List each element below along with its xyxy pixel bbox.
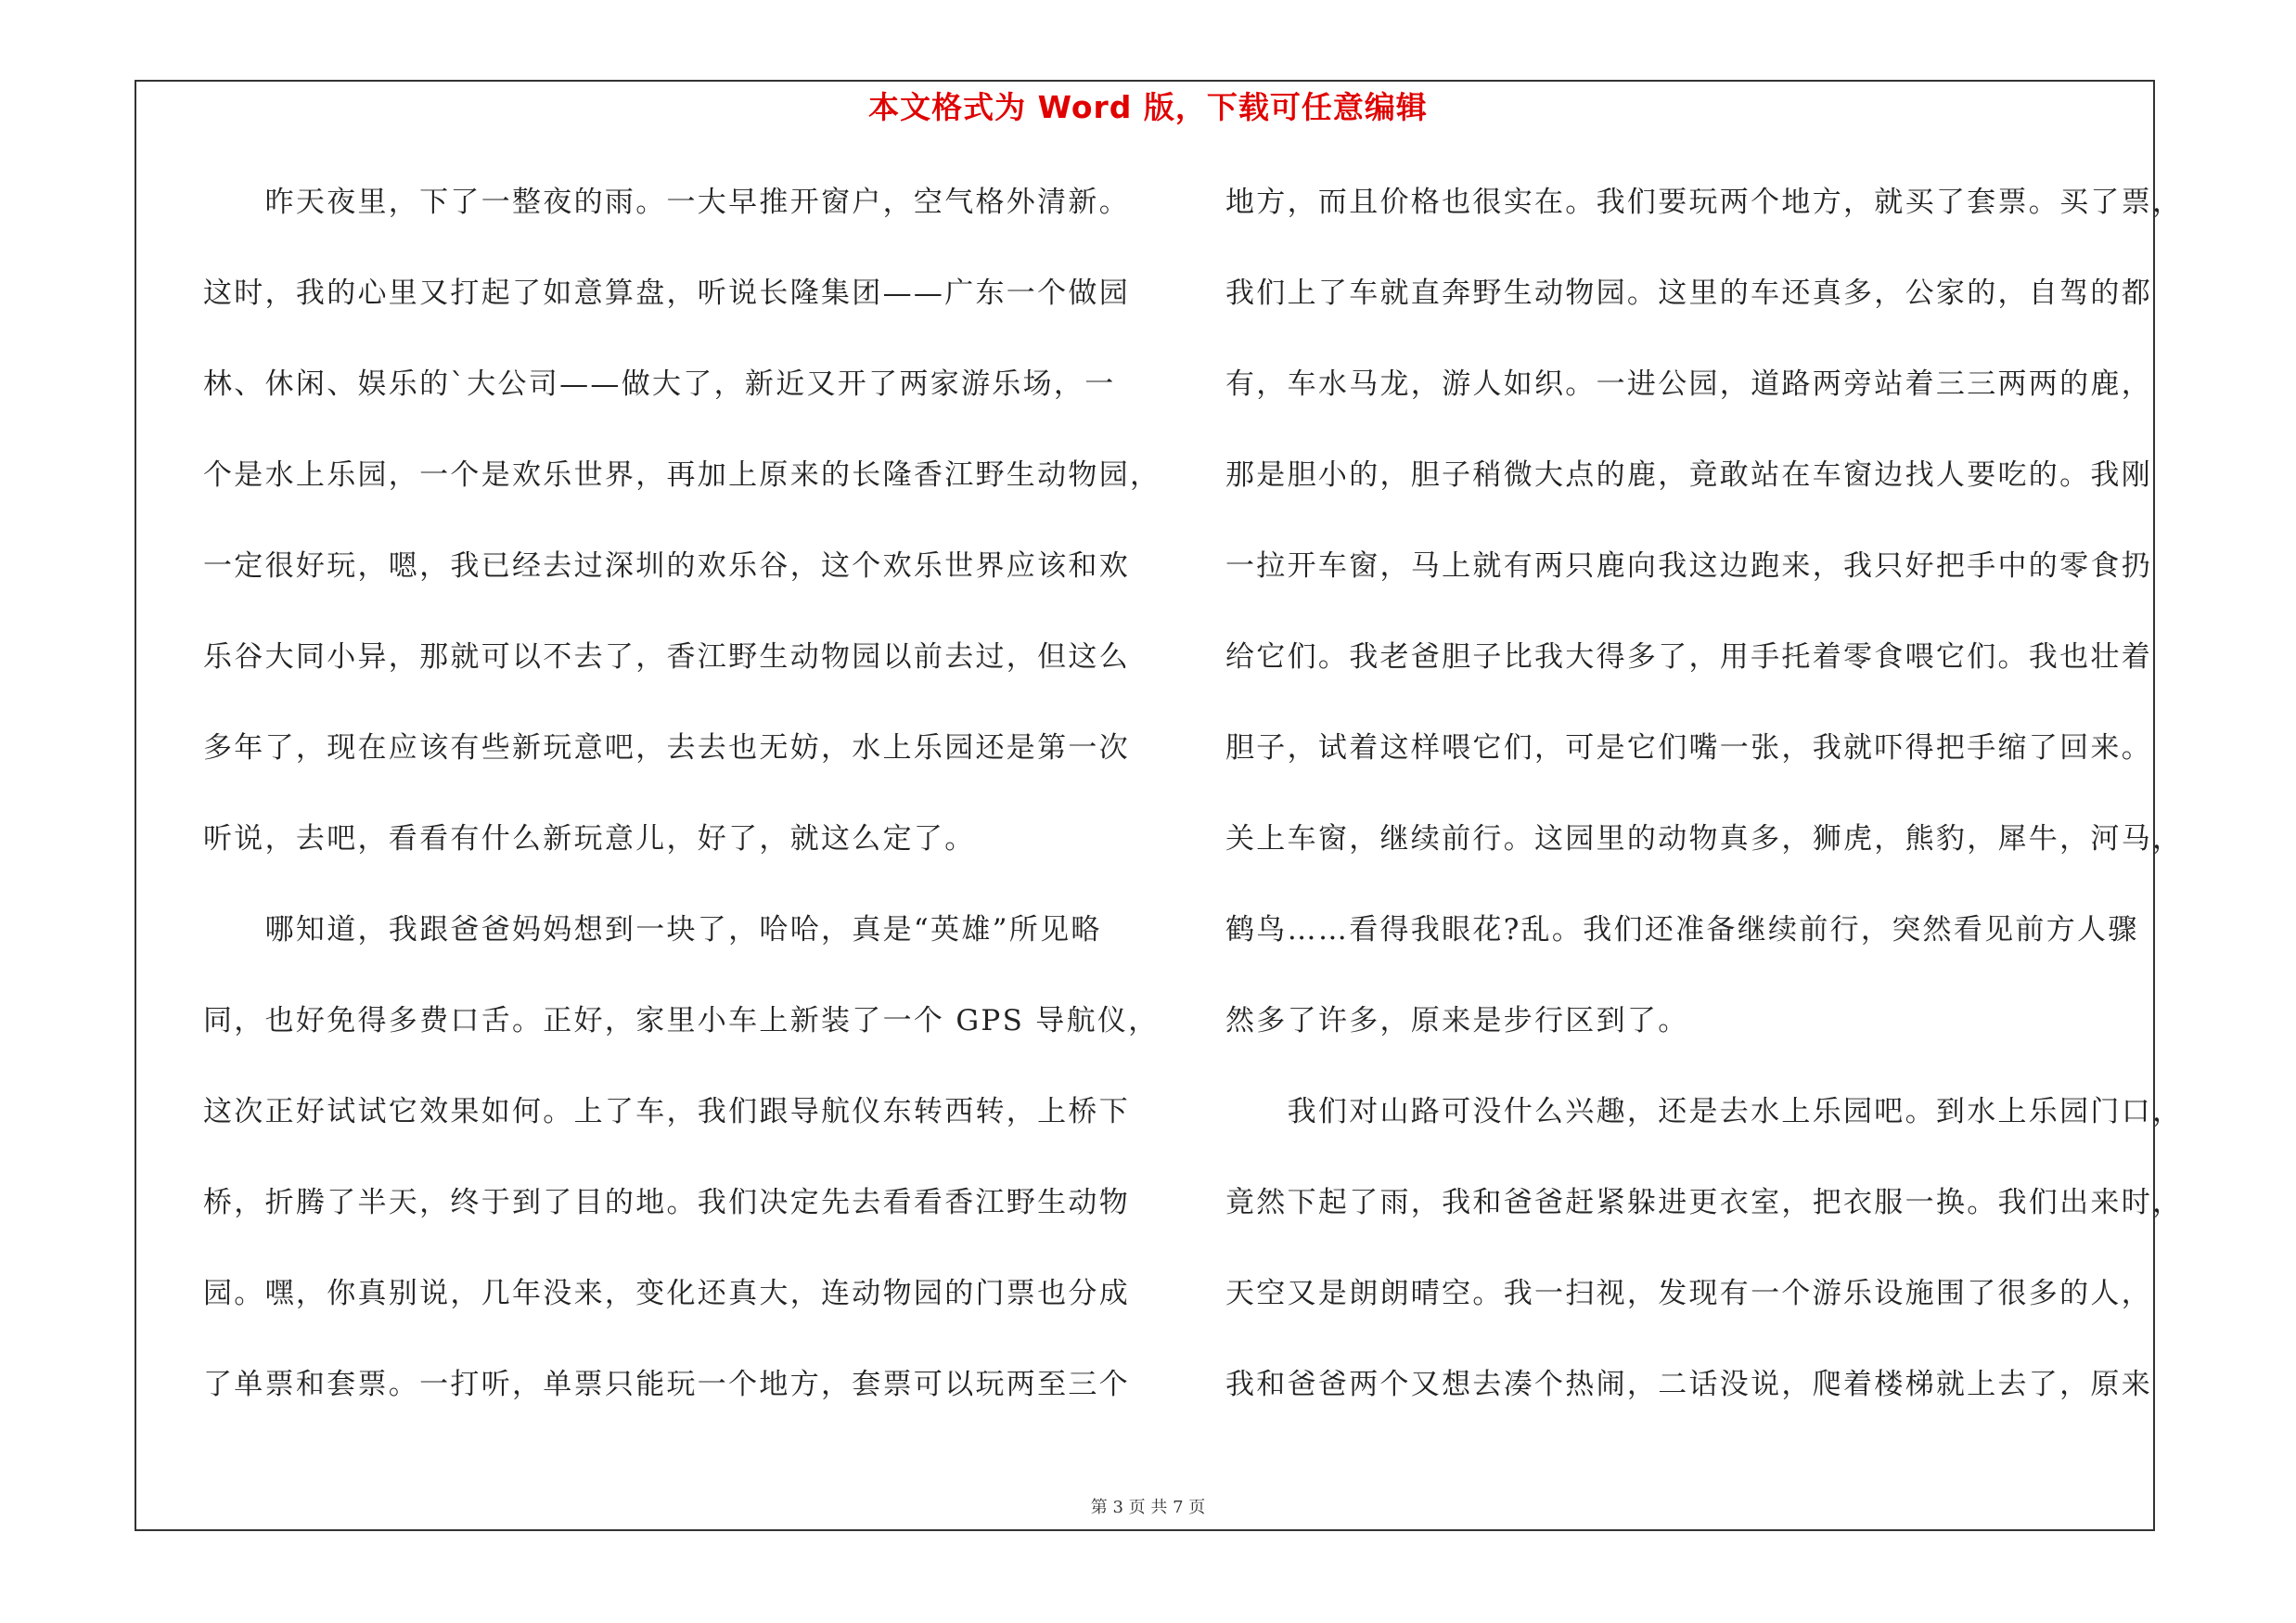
text-line: 桥，折腾了半天，终于到了目的地。我们决定先去看看香江野生动物 bbox=[203, 1186, 1130, 1219]
text-line: 这次正好试试它效果如何。上了车，我们跟导航仪东转西转，上桥下 bbox=[203, 1095, 1130, 1128]
page-number-footer: 第 3 页 共 7 页 bbox=[1090, 1498, 1206, 1517]
text-line: 多年了，现在应该有些新玩意吧，去去也无妨，水上乐园还是第一次 bbox=[203, 731, 1130, 765]
text-line: 我们上了车就直奔野生动物园。这里的车还真多，公家的，自驾的都 bbox=[1225, 277, 2152, 310]
text-line: 听说，去吧，看看有什么新玩意儿，好了，就这么定了。 bbox=[203, 822, 976, 856]
text-line: 林、休闲、娱乐的`大公司——做大了，新近又开了两家游乐场，一 bbox=[203, 367, 1116, 401]
text-line: 同，也好免得多费口舌。正好，家里小车上新装了一个 GPS 导航仪， bbox=[203, 1004, 1160, 1037]
text-line: 这时，我的心里又打起了如意算盘，听说长隆集团——广东一个做园 bbox=[203, 277, 1130, 310]
text-line: 一定很好玩，嗯，我已经去过深圳的欢乐谷，这个欢乐世界应该和欢 bbox=[203, 549, 1130, 583]
text-line: 我们对山路可没什么兴趣，还是去水上乐园吧。到水上乐园门口， bbox=[1225, 1095, 2184, 1128]
text-line: 昨天夜里，下了一整夜的雨。一大早推开窗户，空气格外清新。 bbox=[203, 186, 1130, 219]
text-line: 鹤鸟……看得我眼花?乱。我们还准备继续前行，突然看见前方人骤 bbox=[1225, 913, 2139, 947]
text-line: 胆子，试着这样喂它们，可是它们嘴一张，我就吓得把手缩了回来。 bbox=[1225, 731, 2152, 765]
text-line: 我和爸爸两个又想去凑个热闹，二话没说，爬着楼梯就上去了，原来 bbox=[1225, 1368, 2152, 1401]
text-line: 一拉开车窗，马上就有两只鹿向我这边跑来，我只好把手中的零食扔 bbox=[1225, 549, 2152, 583]
text-line: 哪知道，我跟爸爸妈妈想到一块了，哈哈，真是“英雄”所见略 bbox=[203, 913, 1102, 947]
text-line: 那是胆小的，胆子稍微大点的鹿，竟敢站在车窗边找人要吃的。我刚 bbox=[1225, 458, 2152, 492]
text-line: 然多了许多，原来是步行区到了。 bbox=[1225, 1004, 1689, 1037]
text-line: 地方，而且价格也很实在。我们要玩两个地方，就买了套票。买了票， bbox=[1225, 186, 2184, 219]
text-line: 关上车窗，继续前行。这园里的动物真多，狮虎，熊豹，犀牛，河马， bbox=[1225, 822, 2184, 856]
text-line: 园。嘿，你真别说，几年没来，变化还真大，连动物园的门票也分成 bbox=[203, 1277, 1130, 1310]
text-line: 乐谷大同小异，那就可以不去了，香江野生动物园以前去过，但这么 bbox=[203, 640, 1130, 674]
document-header-notice: 本文格式为 Word 版，下载可任意编辑 bbox=[868, 89, 1428, 125]
text-line: 了单票和套票。一打听，单票只能玩一个地方，套票可以玩两至三个 bbox=[203, 1368, 1130, 1401]
text-line: 竟然下起了雨，我和爸爸赶紧躲进更衣室，把衣服一换。我们出来时， bbox=[1225, 1186, 2184, 1219]
text-line: 个是水上乐园，一个是欢乐世界，再加上原来的长隆香江野生动物园， bbox=[203, 458, 1161, 492]
text-line: 给它们。我老爸胆子比我大得多了，用手托着零食喂它们。我也壮着 bbox=[1225, 640, 2152, 674]
text-line: 天空又是朗朗晴空。我一扫视，发现有一个游乐设施围了很多的人， bbox=[1225, 1277, 2152, 1310]
text-line: 有，车水马龙，游人如织。一进公园，道路两旁站着三三两两的鹿， bbox=[1225, 367, 2152, 401]
